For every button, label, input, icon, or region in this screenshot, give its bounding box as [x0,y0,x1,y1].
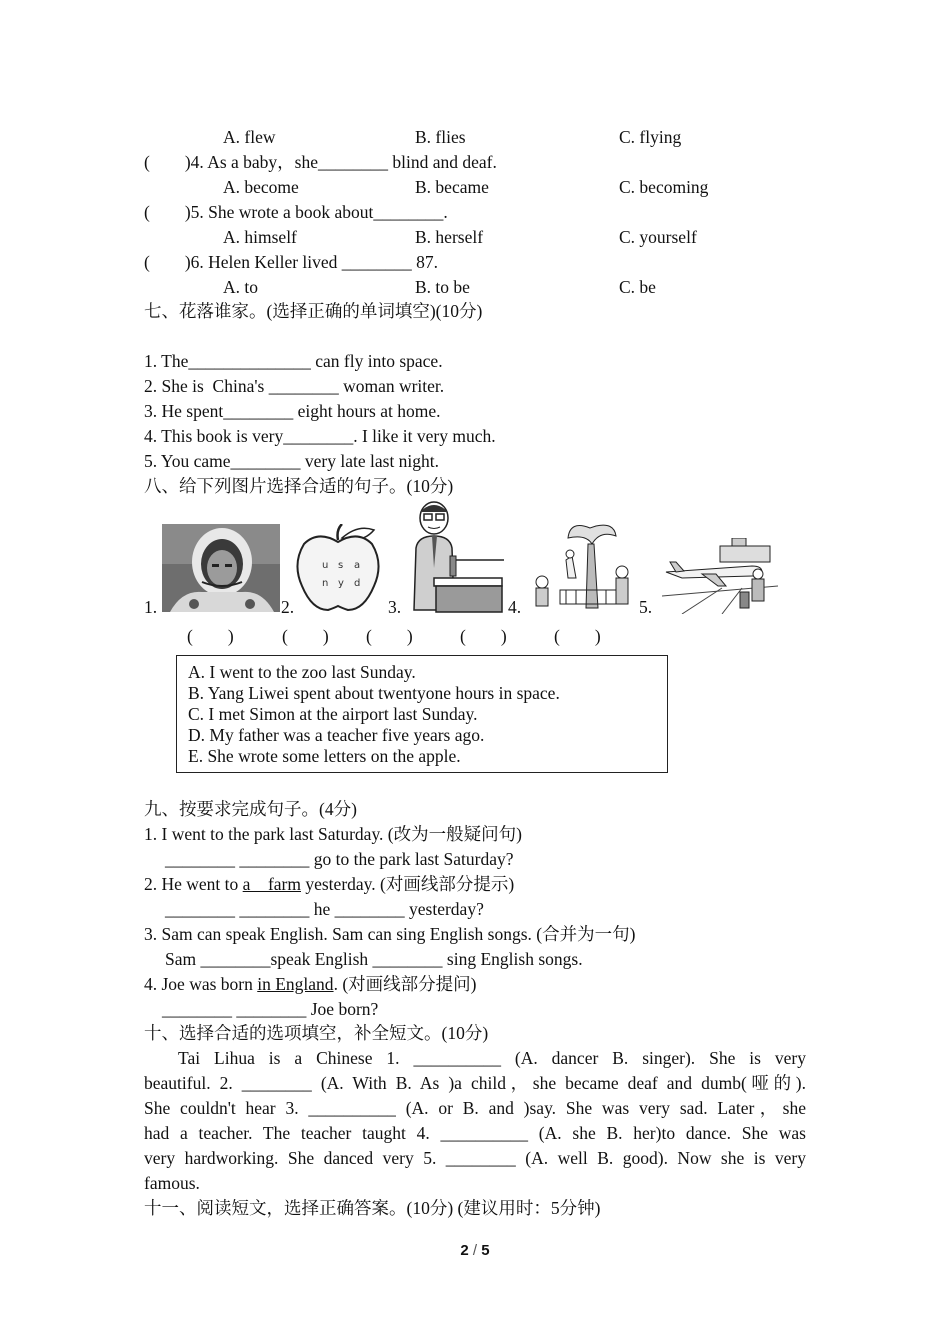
option-c: C. yourself [619,227,697,247]
apple-letter: a [354,560,361,571]
passage-line: very hardworking. She danced very 5. ________ (A. well B. good). Now she is very [144,1148,806,1168]
option-a: A. to [223,277,258,297]
rewrite-answer-2: ________ ________ he ________ yesterday? [165,899,484,919]
page-separator: / [472,1242,478,1259]
question-text: 4. As a baby，she________ blind and deaf. [190,152,497,172]
airport-image [662,538,778,614]
question-5 [144,201,448,223]
fill-item-3: 3. He spent________ eight hours at home. [144,401,441,421]
teacher-image [412,498,506,614]
apple-image [296,524,380,614]
fill-item-1: 1. The______________ can fly into space. [144,351,443,371]
pic-number-2: 2. [281,597,295,617]
fill-item-5: 5. You came________ very late last night. [144,451,440,471]
option-b: B. became [415,177,489,197]
underlined-phrase: in England [257,974,334,994]
current-page: 2 [460,1242,469,1259]
apple-letter: d [354,578,361,589]
question-text: yesterday. (对画线部分提示) [300,874,515,894]
option-c: C. I met Simon at the airport last Sunday. [188,704,478,724]
apple-letter: y [338,578,344,589]
rewrite-answer-4: ________ ________ Joe born? [162,999,379,1019]
options-box [176,655,668,773]
total-pages: 5 [481,1242,490,1259]
question-6 [144,251,438,273]
passage-line: had a teacher. The teacher taught 4. __________ (A. she B. her)to dance. She was [144,1123,806,1143]
passage-line: She couldn't hear 3. __________ (A. or B. and )say. She was very sad. Later，she [144,1098,806,1118]
pic-number-5: 5. [639,597,653,617]
passage-line: beautiful. 2. ________ (A. With B. As )a child，she became deaf and dumb(哑的). [144,1073,806,1093]
question-text: 4. Joe was born [144,974,258,994]
answer-paren-4[interactable]: ( ) [460,626,507,646]
underlined-phrase: a farm [242,874,301,894]
option-b: B. to be [415,277,470,297]
page-number [0,1242,950,1259]
pic-number-1: 1. [144,597,158,617]
answer-paren-3[interactable]: ( ) [366,626,413,646]
answer-paren[interactable]: ( ) [144,152,191,172]
answer-paren[interactable]: ( ) [144,252,191,272]
option-e: E. She wrote some letters on the apple. [188,746,461,766]
question-text: 5. She wrote a book about________. [190,202,448,222]
passage-line: famous. [144,1173,200,1193]
option-a: A. himself [223,227,297,247]
option-b: B. flies [415,127,466,147]
rewrite-question-3: 3. Sam can speak English. Sam can sing English songs. (合并为一句) [144,924,636,944]
answer-paren[interactable]: ( ) [144,202,191,222]
rewrite-answer-3: Sam ________speak English ________ sing English songs. [165,949,583,969]
fill-item-4: 4. This book is very________. I like it very much. [144,426,496,446]
option-c: C. flying [619,127,682,147]
question-4 [144,151,497,173]
section-7-title: 七、花落谁家。(选择正确的单词填空)(10分) [144,301,483,321]
cloze-passage [144,1046,806,1196]
answer-paren-5[interactable]: ( ) [554,626,601,646]
rewrite-answer-1: ________ ________ go to the park last Saturday? [165,849,514,869]
pic-number-4: 4. [508,597,522,617]
option-d: D. My father was a teacher five years ago. [188,725,485,745]
pic-number-3: 3. [388,597,402,617]
question-text: 2. He went to [144,874,243,894]
rewrite-question-1: 1. I went to the park last Saturday. (改为一般疑问句) [144,824,522,844]
apple-letter: n [322,578,329,589]
rewrite-question-2 [144,873,514,895]
option-a: A. flew [223,127,276,147]
option-c: C. be [619,277,656,297]
option-b: B. herself [415,227,484,247]
option-a: A. I went to the zoo last Sunday. [188,662,416,682]
section-10-title: 十、选择合适的选项填空，补全短文。(10分) [144,1023,489,1043]
question-text: 6. Helen Keller lived ________ 87. [190,252,439,272]
apple-letter: u [322,560,329,571]
fill-item-2: 2. She is China's ________ woman writer. [144,376,445,396]
passage-line: Tai Lihua is a Chinese 1. __________ (A. dancer B. singer). She is very [178,1048,806,1068]
section-8-title: 八、给下列图片选择合适的句子。(10分) [144,476,454,496]
section-11-title: 十一、阅读短文，选择正确答案。(10分) (建议用时：5分钟) [144,1198,601,1218]
option-c: C. becoming [619,177,709,197]
option-a: A. become [223,177,299,197]
rewrite-question-4 [144,973,476,995]
section-9-title: 九、按要求完成句子。(4分) [144,799,357,819]
answer-paren-1[interactable]: ( ) [187,626,234,646]
option-b: B. Yang Liwei spent about twentyone hours in space. [188,683,560,703]
answer-paren-2[interactable]: ( ) [282,626,329,646]
astronaut-image [162,524,280,612]
question-text: . (对画线部分提问) [333,974,477,994]
zoo-image [530,520,634,614]
apple-letter: s [338,560,344,571]
